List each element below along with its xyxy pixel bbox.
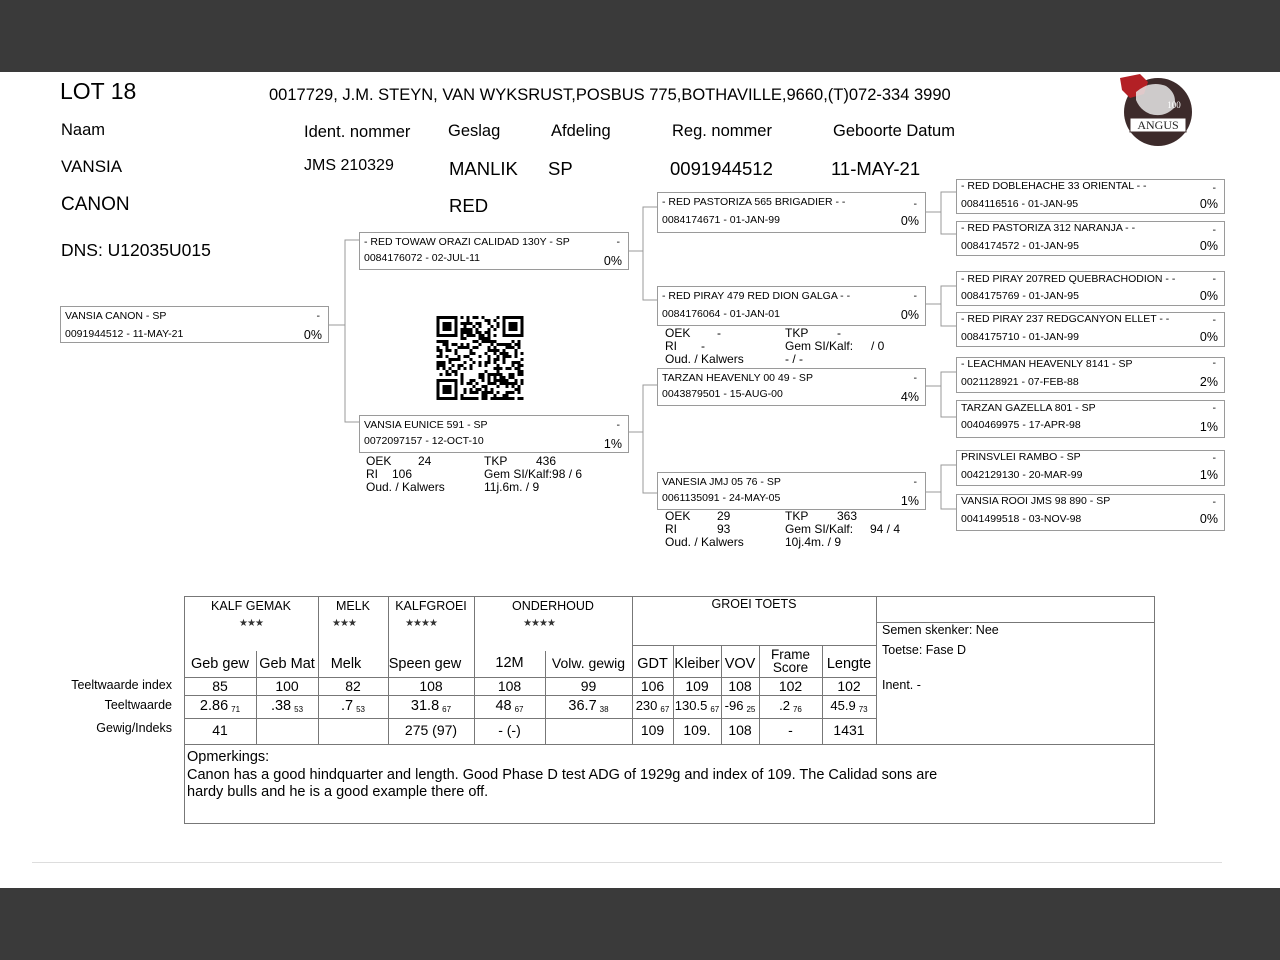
pedigree-gg1 [956,179,1225,214]
pedigree-g8-name: VANSIA ROOI JMS 98 890 - SP [961,495,1111,507]
label-geslag: Geslag [448,122,501,140]
row-divider-teelt [184,695,876,696]
pedigree-dam-name: VANSIA EUNICE 591 - SP [364,419,488,431]
pedigree-sire-sire [657,192,926,233]
col-12m: 12M [495,655,524,671]
sd-oud-value: - / - [785,352,803,366]
index-cell: 85 [212,678,228,694]
sd-tkp-value: - [837,326,841,340]
pedigree-ss-pct: 0% [900,214,919,228]
dd-ri-value: 93 [717,522,731,536]
stars-onderhoud: ★★★★ [523,618,555,629]
pedigree-g1-name: - RED DOBLEHACHE 33 ORIENTAL - - [961,180,1147,192]
pedigree-sd-name: - RED PIRAY 479 RED DION GALGA - - [662,290,851,302]
pedigree-sire [359,232,629,270]
pedigree-dam-sire [657,368,926,406]
pedigree-ds-name: TARZAN HEAVENLY 00 49 - SP [662,372,813,384]
row-label-index: Teeltwaarde index [71,678,172,692]
teelt-cell: .7 $_{53}$ [341,698,365,714]
col-melk: Melk [330,656,362,672]
groei-divider [632,645,876,646]
gewig-cell: 108 [728,722,752,738]
group-onderhoud: ONDERHOUD [512,599,594,613]
notes-label: Opmerkings: [187,749,270,765]
pedigree-g2-pct: 0% [1199,239,1218,253]
index-cell: 108 [497,678,522,694]
pedigree-g7-name: PRINSVLEI RAMBO - SP [961,451,1081,463]
dam-performance [366,455,626,497]
pedigree-gg8 [956,494,1225,531]
col-lengte: Lengte [826,656,872,672]
pedigree-g5-dash: - [1212,357,1216,369]
pedigree-g6-reg: 0040469975 - 17-APR-98 [961,419,1081,431]
sd-gem-label: Gem SI/Kalf: [785,339,854,353]
index-cell: 82 [345,678,361,694]
gewig-cell: 1431 [833,722,865,738]
index-cell: 106 [640,678,665,694]
pedigree-self-name: VANSIA CANON - SP [65,310,167,322]
index-cell: 108 [419,678,443,694]
teelt-cell: 45.9 $_{73}$ [830,698,868,714]
col-geb-gew: Geb gew [190,656,250,672]
pedigree-self-reg: 0091944512 - 11-MAY-21 [65,328,184,340]
col-vov: VOV [724,656,756,672]
logo-text: ANGUS [1137,118,1179,132]
pedigree-dam [359,415,629,453]
dd-oek-value: 29 [717,509,731,523]
col-speen-gew: Speen gew [388,656,462,672]
dd-tkp-value: 363 [837,509,858,523]
dam-tkp-label: TKP [484,454,508,468]
notes [187,749,937,802]
gewig-cell: 41 [212,722,228,738]
toetse: Toetse: Fase D [882,643,967,657]
pedigree-gg4 [956,312,1225,347]
pedigree-g3-pct: 0% [1199,289,1218,303]
pedigree-g7-dash: - [1212,452,1216,464]
pedigree-g7-pct: 1% [1199,468,1218,482]
pedigree-g4-dash: - [1212,314,1216,326]
row-divider-gewig [184,718,876,719]
pedigree-g3-reg: 0084175769 - 01-JAN-95 [961,290,1079,302]
pedigree-g8-pct: 0% [1199,512,1218,526]
pedigree-g6-pct: 1% [1199,420,1218,434]
pedigree-dam-pct: 1% [603,437,622,451]
gewig-cell: - (-) [498,722,521,738]
col-divider-5 [876,596,877,744]
dd-tkp-label: TKP [785,509,809,523]
pedigree-g7-reg: 0042129130 - 20-MAR-99 [961,469,1083,481]
pedigree-ss-dash: - [913,198,917,210]
teelt-cell: 36.7 $_{38}$ [568,698,609,714]
pedigree-g4-pct: 0% [1199,330,1218,344]
teelt-cell: .38 $_{53}$ [270,698,304,714]
index-cell: 100 [275,678,299,694]
gewig-cell: 109. [683,722,711,738]
dd-ri-label: RI [665,522,677,536]
dam-dam-performance [665,510,925,552]
dd-oud-value: 10j.4m. / 9 [785,535,842,549]
pedigree-gg7 [956,450,1225,486]
sd-ri-label: RI [665,339,677,353]
logo-badge: 100 [1167,100,1181,110]
pedigree-ds-pct: 4% [900,390,919,404]
teelt-cell: 48 $_{67}$ [495,698,524,714]
label-naam: Naam [61,121,106,139]
notes-line-1: Canon has a good hindquarter and length. Good Phase D test ADG of 1929g and index of 109. The Calidad sons are [187,766,938,783]
pedigree-g5-name: - LEACHMAN HEAVENLY 8141 - SP [961,358,1133,370]
semen-skenker: Semen skenker: Nee [882,623,999,637]
bottom-letterbox [0,888,1280,960]
sd-ri-value: - [701,339,705,353]
pedigree-sd-dash: - [913,290,917,302]
dam-oud-label: Oud. / Kalwers [366,480,445,494]
index-cell: 109 [685,678,709,694]
pedigree-sd-pct: 0% [900,308,919,322]
animal-name-1: VANSIA [61,157,123,176]
top-letterbox [0,0,1280,72]
animal-ident: JMS 210329 [304,157,394,174]
pedigree-dd-pct: 1% [900,494,919,508]
pedigree-g8-dash: - [1212,496,1216,508]
dd-gem-value: 94 / 4 [870,522,901,536]
index-cell: 102 [837,678,861,694]
stars-kalfgroei: ★★★★ [405,618,437,629]
pedigree-ds-reg: 0043879501 - 15-AUG-00 [662,388,783,400]
col-frame-line1: Frame [770,647,810,662]
teelt-cell: .2 $_{76}$ [779,698,802,714]
pedigree-dd-reg: 0061135091 - 24-MAY-05 [662,492,781,504]
sd-gem-value: / 0 [871,339,885,353]
pedigree-g4-name: - RED PIRAY 237 REDGCANYON ELLET - - [961,313,1170,325]
label-afdeling: Afdeling [551,122,611,140]
group-groei-toets: GROEI TOETS [711,597,797,611]
teelt-cell: -96 $_{25}$ [724,698,756,714]
col-volw-gewig: Volw. gewig [551,655,626,671]
pedigree-gg6 [956,400,1225,438]
dam-gem-label: Gem SI/Kalf:98 / 6 [484,467,583,481]
pedigree-sire-name: - RED TOWAW ORAZI CALIDAD 130Y - SP [364,236,570,248]
pedigree-self [60,306,329,343]
index-cell: 108 [728,678,752,694]
teelt-cell: 130.5 $_{67}$ [674,698,720,714]
pedigree-g2-name: - RED PASTORIZA 312 NARANJA - - [961,222,1136,234]
row-label-teelt: Teeltwaarde [104,698,172,712]
pedigree-ds-dash: - [913,372,917,384]
teelt-cell: 31.8 $_{67}$ [410,698,452,714]
pedigree-g1-dash: - [1212,182,1216,194]
teelt-cell: 2.86 $_{71}$ [199,698,241,714]
stars-kalf-gemak: ★★★ [239,618,263,629]
pedigree-g5-pct: 2% [1199,375,1218,389]
animal-name-2: CANON [61,194,130,215]
dam-tkp-value: 436 [536,454,557,468]
pedigree-g6-dash: - [1212,402,1216,414]
pedigree-g1-reg: 0084116516 - 01-JAN-95 [961,198,1079,210]
pedigree-g8-reg: 0041499518 - 03-NOV-98 [961,513,1082,525]
pedigree-dam-reg: 0072097157 - 12-OCT-10 [364,435,484,447]
pedigree-g6-name: TARZAN GAZELLA 801 - SP [961,402,1096,414]
sd-oek-label: OEK [665,326,691,340]
dd-gem-label: Gem SI/Kalf: [785,522,854,536]
sd-oek-value: - [717,326,721,340]
group-kalfgroei: KALFGROEI [395,599,467,613]
gewig-cell: 109 [640,722,665,738]
row-label-gewig: Gewig/Indeks [96,721,172,735]
pedigree-sire-pct: 0% [603,254,622,268]
pedigree-dd-name: VANESIA JMJ 05 76 - SP [662,476,781,488]
pedigree-g1-pct: 0% [1199,197,1218,211]
sire-dam-performance [665,327,925,369]
sd-tkp-label: TKP [785,326,809,340]
pedigree-g3-name: - RED PIRAY 207RED QUEBRACHODION - - [961,273,1176,285]
pedigree-ss-name: - RED PASTORIZA 565 BRIGADIER - - [662,196,846,208]
dam-oud-value: 11j.6m. / 9 [484,480,540,494]
col-frame [759,648,822,674]
dd-oud-label: Oud. / Kalwers [665,535,744,549]
teelt-cell: 230 $_{67}$ [635,698,670,714]
pedigree-sire-reg: 0084176072 - 02-JUL-11 [364,252,480,264]
animal-geboorte: 11-MAY-21 [831,158,921,179]
col-frame-line2: Score [772,660,809,675]
pedigree-sire-dam [657,286,926,326]
pedigree-sd-reg: 0084176064 - 01-JAN-01 [662,308,780,320]
dam-ri-label: RI [366,467,378,481]
label-reg: Reg. nommer [672,122,772,140]
footer-rule [32,862,1222,863]
pedigree-gg5 [956,357,1225,393]
lot-page [0,72,1280,888]
animal-reg: 0091944512 [670,158,773,179]
inent: Inent. - [882,678,921,692]
pedigree-self-pct: 0% [303,328,322,342]
pedigree-dam-dash: - [616,419,620,431]
dam-ri-value: 106 [392,467,413,481]
pedigree-g2-dash: - [1212,224,1216,236]
index-cell: 99 [580,678,597,694]
stars-melk: ★★★ [332,618,356,629]
pedigree-g2-reg: 0084174572 - 01-JAN-95 [961,240,1079,252]
gewig-cell: 275 (97) [404,722,458,738]
notes-line-2: hardy bulls and he is a good example there off. [187,784,489,800]
pedigree-gg2 [956,221,1225,256]
sd-oud-label: Oud. / Kalwers [665,352,744,366]
dd-oek-label: OEK [665,509,691,523]
animal-kleur: RED [449,195,489,216]
pedigree-ss-reg: 0084174671 - 01-JAN-99 [662,214,780,226]
pedigree-g3-dash: - [1212,273,1216,285]
label-ident: Ident. nommer [304,123,411,141]
col-kleiber: Kleiber [674,656,720,672]
pedigree-g5-reg: 0021128921 - 07-FEB-88 [961,376,1079,388]
notes-divider [184,744,1155,745]
label-geboorte: Geboorte Datum [833,122,955,140]
dam-oek-label: OEK [366,454,392,468]
gewig-cell: - [788,722,793,738]
pedigree-sire-dash: - [616,236,620,248]
index-cell: 102 [778,678,803,694]
qr-code[interactable] [436,316,524,400]
pedigree-dam-dam [657,472,926,510]
col-geb-mat: Geb Mat [259,656,315,672]
animal-dns: DNS: U12035U015 [61,240,211,260]
owner-details: 0017729, J.M. STEYN, VAN WYKSRUST,POSBUS 775,BOTHAVILLE,9660,(T)072-334 3990 [269,86,951,104]
pedigree-dd-dash: - [913,476,917,488]
animal-geslag: MANLIK [449,158,518,179]
animal-afdeling: SP [548,158,573,179]
pedigree-gg3 [956,271,1225,306]
group-kalf-gemak: KALF GEMAK [211,599,291,613]
col-gdt: GDT [637,656,668,672]
group-melk: MELK [335,599,371,613]
dam-oek-value: 24 [418,454,432,468]
pedigree-self-dash: - [316,310,320,322]
lot-number: LOT 18 [60,78,137,104]
pedigree-g4-reg: 0084175710 - 01-JAN-99 [961,331,1079,343]
